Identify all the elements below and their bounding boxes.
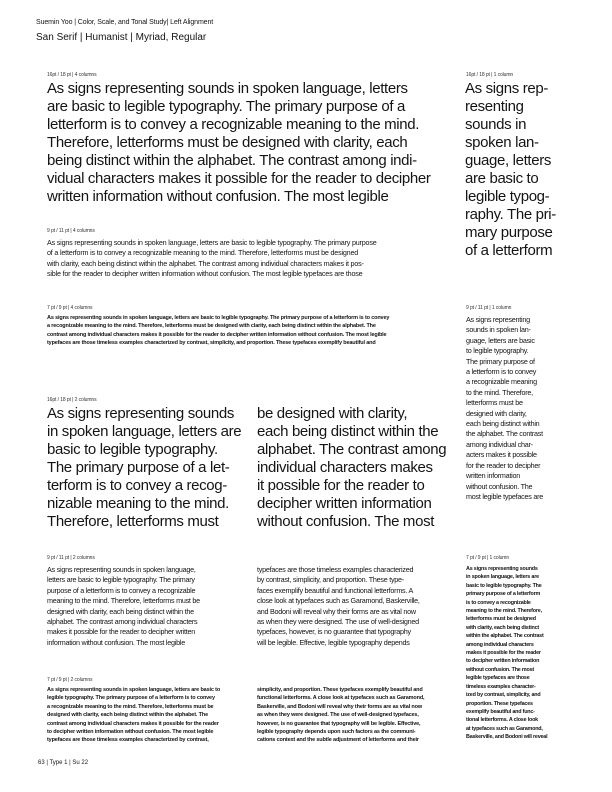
text-line: sible for the reader to decipher written information without confusion. The most legible typefaces are those — [47, 269, 363, 279]
text-line: spoken lan- — [465, 134, 539, 151]
text-line: and Bodoni will reveal why their forms are as vital now — [257, 606, 416, 616]
text-line: legible typefaces are those — [466, 675, 530, 682]
specimen-label-9-2col: 9 pt / 11 pt | 2 columns — [47, 555, 95, 561]
document-header-meta: Suemin Yoo | Color, Scale, and Tonal Study| Left Alignment — [36, 19, 214, 26]
text-line: nizable meaning to the mind. — [47, 495, 229, 512]
specimen-7-2col-right — [257, 686, 424, 745]
text-line: in spoken language, letters are — [47, 423, 242, 440]
text-line: As signs representing sounds in spoken language, letters are basic to — [47, 687, 221, 693]
text-line: Therefore, letterforms must — [47, 513, 219, 530]
text-line: makes it possible for the reader to decipher written — [47, 627, 195, 637]
text-line: guage, letters are basic — [466, 335, 535, 345]
text-line: are basic to — [465, 170, 539, 187]
text-line: among individual char- — [466, 439, 533, 449]
text-line: decipher written information — [257, 495, 432, 512]
text-line: sounds in — [465, 116, 527, 133]
text-line: typefaces are those timeless examples characterized by contrast, — [47, 737, 209, 744]
text-line: it possible for the reader to — [257, 477, 425, 494]
text-line: letters are basic to legible typography. The primary — [47, 575, 195, 585]
text-line: contrast among individual characters makes it possible for the reader to decipher written information without confusion. The most legible — [47, 331, 387, 338]
text-line: individual characters makes — [257, 459, 433, 476]
text-line: typefaces, however, is no guarantee that typography — [257, 627, 411, 637]
specimen-7-4col — [47, 314, 389, 348]
text-line: ized by contrast, simplicity, and — [466, 692, 541, 699]
text-line: As signs rep- — [465, 80, 548, 97]
specimen-label-16-1col: 16pt / 18 pt | 1 column — [466, 72, 514, 78]
text-line: being distinct within the alphabet. The contrast among indi- — [47, 152, 417, 169]
text-line: a letterform is to convey — [466, 367, 537, 377]
text-line: be designed with clarity, — [257, 405, 408, 422]
text-line: to decipher written information — [466, 658, 540, 665]
specimen-label-9-1col: 9 pt / 11 pt | 1 column — [466, 305, 512, 311]
text-line: letterforms must be — [466, 398, 523, 408]
specimen-7-2col-left — [47, 686, 220, 745]
text-line: at typefaces such as Garamond, — [466, 725, 543, 732]
text-line: meaning to the mind. Therefore, letterforms must be — [47, 596, 200, 606]
text-line: Baskerville, and Bodoni will reveal why their forms are as vital now — [257, 703, 422, 710]
text-line: legible typography depends upon such factors as the communi- — [257, 729, 416, 736]
text-line: each being distinct within the — [257, 423, 439, 440]
text-line: basic to legible typography. — [47, 441, 218, 458]
text-line: however, is no guarantee that typography will be legible. Effective, — [257, 720, 421, 727]
text-line: As signs representing sounds in spoken language, letters are basic to legible typography. The primary purpose — [47, 238, 377, 247]
text-line: is to convey a recognizable — [466, 599, 531, 606]
specimen-16-2col-right — [257, 405, 446, 531]
text-line: to decipher written information without confusion. The most legible — [47, 729, 214, 736]
text-line: as when they were designed. The use of well-designed typefaces, — [257, 712, 419, 719]
text-line: purpose of a letterform is to convey a recognizable — [47, 585, 196, 595]
text-line: to legible typography. — [466, 346, 529, 356]
specimen-label-16-2col: 16pt / 18 pt | 2 columns — [47, 397, 97, 403]
text-line: terform is to convey a recog- — [47, 477, 227, 494]
text-line: raphy. The pri- — [465, 206, 556, 223]
text-line: alphabet. The contrast among — [257, 441, 447, 458]
text-line: among individual characters — [466, 641, 534, 648]
text-line: exemplify beautiful and func- — [466, 708, 535, 715]
text-line: designed with clarity, — [466, 408, 527, 418]
text-line: letterform is to convey a recognizable meaning to the mind. — [47, 116, 420, 133]
text-line: alphabet. The contrast among individual characters — [47, 617, 198, 627]
specimen-label-7-4col: 7 pt / 9 pt | 4 columns — [47, 305, 93, 311]
text-line: typefaces are those timeless examples characterized by contrast, simplicity, and proportion. These typefaces exemplify beautiful and — [47, 340, 376, 347]
text-line: primary purpose of a letterform — [466, 591, 541, 598]
text-line: functional letterforms. A close look at typefaces such as Garamond, — [257, 695, 425, 702]
text-line: As signs representing sounds in spoken language, letters — [47, 80, 408, 97]
specimen-label-9-4col: 9 pt / 11 pt | 4 columns — [47, 228, 95, 234]
text-line: contrast among individual characters makes it possible for the reader — [47, 720, 219, 727]
text-line: As signs representing sounds — [47, 405, 234, 422]
text-line: a recognizable meaning to the mind. Therefore, letterforms must be designed with clarity, each being distinct within the alphabet. The — [47, 323, 376, 330]
text-line: without confusion. The — [466, 481, 533, 491]
text-line: The primary purpose of — [466, 356, 535, 366]
specimen-label-7-2col: 7 pt / 9 pt | 2 columns — [47, 677, 93, 683]
text-line: as when they were designed. The use of well-designed — [257, 617, 419, 627]
text-line: acters makes it possible — [466, 450, 537, 460]
text-line: tional letterforms. A close look — [466, 717, 538, 724]
specimen-9-2col-right — [257, 565, 420, 648]
specimen-16-2col-left — [47, 405, 241, 531]
text-line: vidual characters makes it possible for the reader to decipher — [47, 170, 431, 187]
text-line: information without confusion. The most legible — [47, 637, 185, 647]
text-line: resenting — [465, 98, 524, 115]
text-line: sounds in spoken lan- — [466, 325, 531, 335]
text-line: by contrast, simplicity, and proportion. These type- — [257, 575, 404, 585]
text-line: written information without confusion. The most legible — [47, 188, 389, 205]
text-line: guage, letters — [465, 152, 551, 169]
text-line: in spoken language, letters are — [466, 574, 539, 581]
text-line: with clarity, each being distinct within the alphabet. The contrast among individual characters makes it pos- — [47, 258, 364, 268]
page-footer: 63 | Type 1 | Su 22 — [38, 760, 89, 766]
text-line: typefaces are those timeless examples characterized — [257, 565, 414, 574]
text-line: legible typog- — [465, 188, 550, 205]
text-line: As signs representing sounds in spoken language, — [47, 565, 196, 574]
text-line: the alphabet. The contrast — [466, 429, 543, 439]
text-line: within the alphabet. The contrast — [466, 633, 544, 640]
text-line: The primary purpose of a let- — [47, 459, 230, 476]
text-line: Therefore, letterforms must be designed with clarity, each — [47, 134, 408, 151]
text-line: meaning to the mind. Therefore, — [466, 608, 542, 615]
specimen-9-1col — [466, 315, 543, 502]
document-header-title: San Serif | Humanist | Myriad, Regular — [36, 32, 207, 43]
text-line: Baskerville, and Bodoni will reveal — [466, 734, 548, 741]
text-line: without confusion. The most — [257, 513, 435, 530]
text-line: to the mind. Therefore, — [466, 387, 533, 397]
text-line: letterforms must be designed — [466, 616, 536, 623]
specimen-label-16-4col: 16pt / 18 pt | 4 columns — [47, 72, 97, 78]
text-line: makes it possible for the reader — [466, 650, 541, 657]
text-line: close look at typefaces such as Garamond, Baskerville, — [257, 596, 420, 606]
text-line: designed with clarity, each being distinct within the alphabet. The — [47, 712, 208, 719]
specimen-16-4col — [47, 80, 431, 206]
text-line: most legible typefaces are — [466, 491, 543, 501]
text-line: a recognizable meaning — [466, 377, 537, 387]
text-line: designed with clarity, each being distinct within the — [47, 606, 194, 616]
text-line: timeless examples character- — [466, 683, 536, 690]
text-line: written information — [466, 471, 520, 481]
text-line: each being distinct within — [466, 419, 540, 429]
specimen-label-7-1col: 7 pt / 9 pt | 1 column — [466, 555, 510, 561]
text-line: a recognizable meaning to the mind. Therefore, letterforms must be — [47, 703, 214, 710]
text-line: cations context and the subtle adjustment of letterforms and their — [257, 737, 419, 744]
text-line: without confusion. The most — [466, 666, 534, 673]
text-line: faces exemplify beautiful and functional letterforms. A — [257, 585, 414, 595]
text-line: of a letterform is to convey a recognizable meaning to the mind. Therefore, letterforms must be designed — [47, 248, 359, 258]
text-line: simplicity, and proportion. These typefaces exemplify beautiful and — [257, 687, 423, 693]
specimen-9-2col-left — [47, 565, 200, 648]
text-line: mary purpose — [465, 224, 553, 241]
text-line: legible typography. The primary purpose of a letterform is to convey — [47, 695, 215, 702]
specimen-9-4col — [47, 238, 377, 280]
text-line: As signs representing sounds — [466, 566, 538, 572]
text-line: As signs representing sounds in spoken language, letters are basic to legible typography. The primary purpose of a letterform is to convey — [47, 315, 390, 321]
text-line: for the reader to decipher — [466, 460, 541, 470]
text-line: with clarity, each being distinct — [466, 624, 539, 631]
text-line: proportion. These typefaces — [466, 700, 533, 707]
specimen-7-1col — [466, 565, 547, 742]
text-line: As signs representing — [466, 315, 530, 324]
text-line: are basic to legible typography. The primary purpose of a — [47, 98, 406, 115]
text-line: basic to legible typography. The — [466, 582, 542, 589]
text-line: will be legible. Effective, legible typography depends — [257, 637, 410, 647]
text-line: of a letterform — [465, 242, 553, 259]
specimen-16-1col — [465, 80, 556, 260]
